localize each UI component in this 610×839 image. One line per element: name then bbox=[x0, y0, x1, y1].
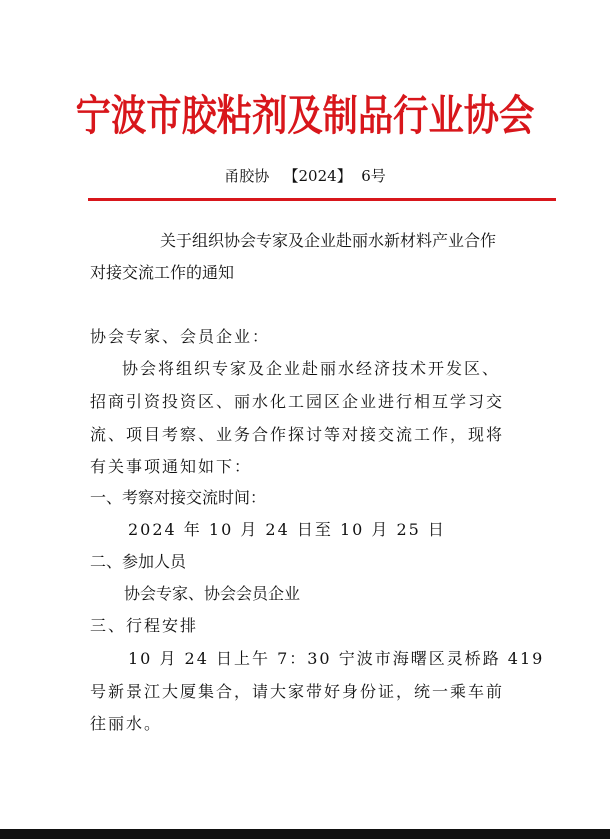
section-1-heading: 一、考察对接交流时间： bbox=[90, 488, 267, 507]
salutation: 协会专家、会员企业： bbox=[90, 327, 271, 346]
doc-year: 【2024】 bbox=[283, 167, 352, 185]
doc-no: 6号 bbox=[361, 167, 386, 185]
intro-line-3: 流、项目考察、业务合作探讨等对接交流工作，现将 bbox=[90, 425, 505, 444]
section-3-line-3: 往丽水。 bbox=[90, 714, 163, 733]
section-3-heading: 三、行程安排 bbox=[90, 616, 199, 635]
intro-line-4: 有关事项通知如下： bbox=[90, 457, 253, 476]
bottom-edge bbox=[0, 829, 610, 839]
section-1-text: 2024 年 10 月 24 日至 10 月 25 日 bbox=[128, 520, 446, 539]
document-number bbox=[0, 165, 610, 187]
section-2-heading: 二、参加人员 bbox=[90, 552, 187, 571]
section-3-line-1: 10 月 24 日上午 7：30 宁波市海曙区灵桥路 419 bbox=[128, 649, 545, 668]
intro-line-2: 招商引资投资区、丽水化工园区企业进行相互学习交 bbox=[90, 392, 505, 411]
org-header-title: 宁波市胶粘剂及制品行业协会 bbox=[75, 91, 535, 140]
section-2-text: 协会专家、协会会员企业 bbox=[124, 584, 301, 603]
notice-title-line-2: 对接交流工作的通知 bbox=[90, 263, 235, 282]
section-3-line-2: 号新景江大厦集合，请大家带好身份证，统一乘车前 bbox=[90, 682, 505, 701]
notice-title-line-1: 关于组织协会专家及企业赴丽水新材料产业合作 bbox=[160, 231, 497, 250]
header-red-rule bbox=[88, 198, 556, 201]
intro-line-1: 协会将组织专家及企业赴丽水经济技术开发区、 bbox=[122, 359, 501, 378]
doc-prefix: 甬胶协 bbox=[224, 167, 270, 185]
